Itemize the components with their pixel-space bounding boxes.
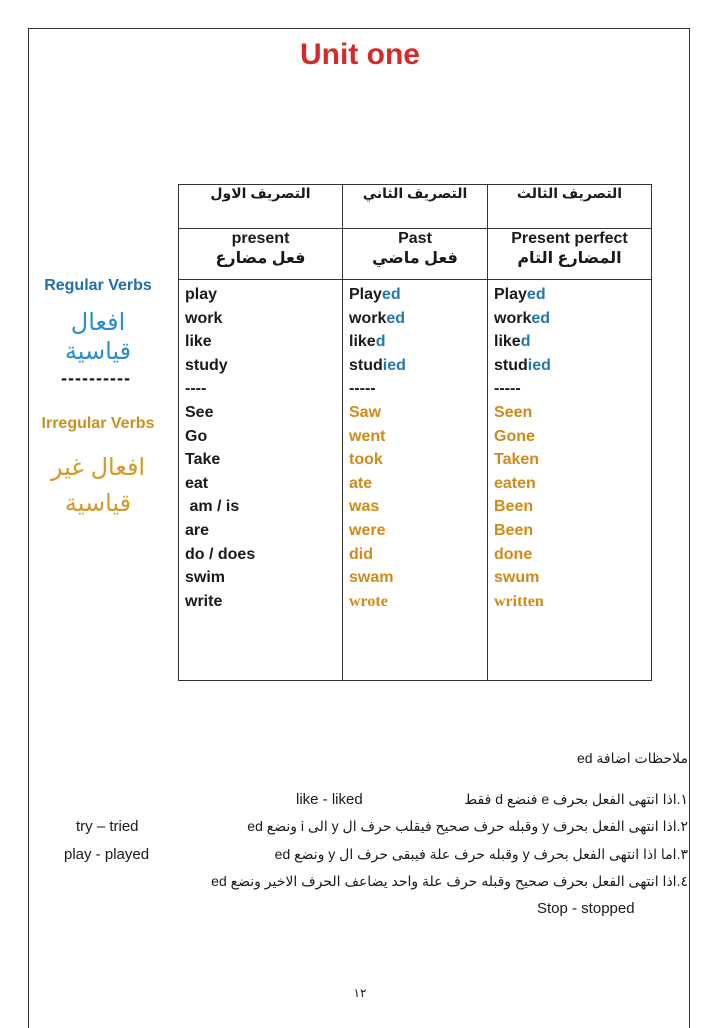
present-verb: like — [185, 333, 212, 351]
present-column — [179, 280, 343, 681]
present-verb: Go — [185, 427, 208, 445]
past-column — [343, 280, 488, 681]
note-2-text: ٢.اذا انتهى الفعل بحرف y وقبله حرف صحيح فيقلب حرف ال y الى i ونضع ed — [247, 818, 688, 834]
past-verb: ate — [349, 474, 373, 492]
present-verb: work — [185, 309, 223, 327]
present-perfect-verb — [494, 354, 651, 378]
past-verb — [349, 354, 487, 378]
page-number: ١٢ — [353, 986, 367, 1000]
present-verb: write — [185, 592, 223, 610]
present-verb: swim — [185, 569, 226, 587]
present-perfect-verb: written — [494, 592, 544, 610]
verb-stem: like — [349, 333, 376, 351]
verb-suffix: ed — [526, 286, 546, 303]
irregular-verbs-label: Irregular Verbs — [41, 415, 155, 432]
regular-verbs-label: Regular Verbs — [44, 277, 152, 294]
note-1-text: ١.اذا انتهى الفعل بحرف e فنضع d فقط — [464, 791, 688, 807]
present-perfect-verb: done — [494, 545, 533, 563]
note-3-text: ٣.اما اذا انتهى الفعل بحرف y وقبله حرف علة فيبقى حرف ال y ونضع ed — [274, 846, 688, 862]
note-4-text: ٤.اذا انتهى الفعل بحرف صحيح وقبله حرف علة واحد يضاعف الحرف الاخير ونضع ed — [211, 873, 688, 889]
header-present: present فعل مضارع — [179, 229, 343, 280]
present-verb: See — [185, 403, 214, 421]
verb-stem: work — [494, 309, 532, 327]
page-title: Unit one — [300, 38, 420, 71]
regular-verbs-arabic-label: افعال قياسية — [64, 309, 132, 365]
note-1-example: like - liked — [296, 791, 363, 808]
past-verb: was — [349, 498, 380, 516]
present-verb: eat — [185, 474, 209, 492]
verb-suffix: ied — [382, 356, 406, 374]
verb-suffix: d — [375, 333, 386, 351]
present-perfect-verb: Been — [494, 521, 534, 539]
header-first-form-ar: التصريف الاول — [179, 185, 343, 229]
past-verb: were — [349, 521, 386, 539]
header-present-perfect: Present perfect المضارع التام — [488, 229, 652, 280]
verb-stem: stud — [494, 356, 528, 374]
irregular-verbs-arabic-label: افعال غير قياسية — [50, 454, 146, 517]
header-past: Past فعل ماضي — [343, 229, 488, 280]
header-third-form-ar: التصريف الثالث — [488, 185, 652, 229]
present-verb: Take — [185, 451, 221, 469]
verb-stem: stud — [349, 356, 383, 374]
present-perfect-verb: Been — [494, 498, 534, 516]
present-perfect-verb: Gone — [494, 427, 535, 445]
present-perfect-verb: Taken — [494, 451, 540, 469]
past-verb: swam — [349, 569, 394, 587]
section-divider: ---------- — [61, 368, 131, 388]
verb-stem: Play — [349, 286, 382, 303]
past-verb — [349, 283, 487, 307]
present-perfect-verb: ----- — [494, 380, 521, 398]
verb-table — [178, 184, 652, 681]
verb-suffix: ed — [381, 286, 401, 303]
past-verb: ----- — [349, 380, 376, 398]
verb-stem: work — [349, 309, 387, 327]
present-perfect-verb: swum — [494, 569, 540, 587]
present-perfect-verb: Seen — [494, 403, 533, 421]
note-4-example: Stop - stopped — [537, 900, 635, 917]
present-verb: are — [185, 521, 210, 539]
present-verb: ---- — [185, 380, 207, 398]
verb-suffix: ed — [531, 309, 551, 327]
past-verb — [349, 307, 487, 331]
note-3-example: play - played — [64, 846, 150, 863]
past-verb: wrote — [349, 592, 388, 610]
present-verb: am / is — [185, 498, 240, 516]
present-perfect-verb — [494, 307, 651, 331]
past-verb — [349, 330, 487, 354]
verb-suffix: ied — [527, 356, 551, 374]
present-verb: play — [185, 286, 218, 303]
past-verb: Saw — [349, 403, 382, 421]
header-second-form-ar: التصريف الثاني — [343, 185, 488, 229]
present-perfect-verb: eaten — [494, 474, 536, 492]
present-perfect-verb — [494, 283, 651, 307]
notes-heading: ملاحظات اضافة ed — [576, 750, 688, 766]
present-perfect-verb — [494, 330, 651, 354]
verb-suffix: d — [520, 333, 531, 351]
present-perfect-column — [488, 280, 652, 681]
verb-stem: Play — [494, 286, 527, 303]
verb-stem: like — [494, 333, 521, 351]
past-verb: took — [349, 451, 383, 469]
note-2-example: try – tried — [76, 818, 139, 835]
verb-suffix: ed — [386, 309, 406, 327]
past-verb: went — [349, 427, 386, 445]
past-verb: did — [349, 545, 373, 563]
present-verb: study — [185, 356, 228, 374]
present-verb: do / does — [185, 545, 256, 563]
